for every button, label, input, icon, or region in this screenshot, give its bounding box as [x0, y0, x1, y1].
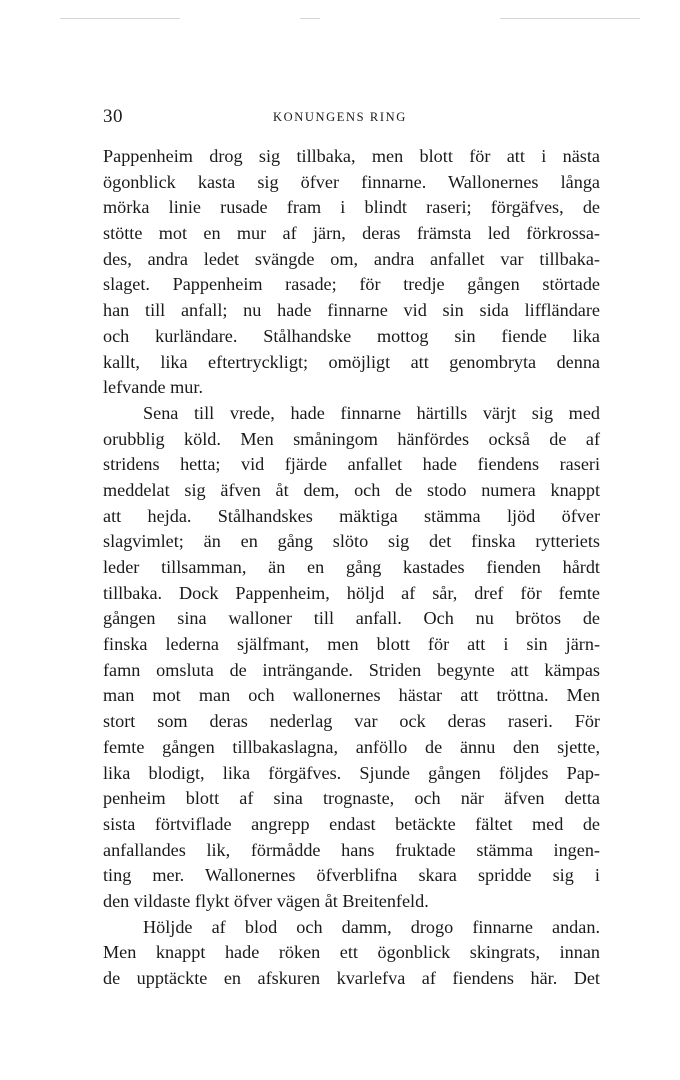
- text-line: sista förtviflade angrepp endast betäckte fältet med de: [103, 813, 600, 834]
- text-line: tillbaka. Dock Pappenheim, höljd af sår, dref för femte: [103, 582, 600, 603]
- text-line: Pappenheim drog sig tillbaka, men blott för att i nästa: [103, 146, 600, 166]
- text-line: stridens hetta; vid fjärde anfallet hade fiendens raseri: [103, 454, 600, 475]
- text-line: han till anfall; nu hade finnarne vid sin sida liffländare: [103, 300, 600, 321]
- text-line: femte gången tillbakaslagna, anföllo de ännu den sjette,: [103, 736, 600, 757]
- text-line: mörka linie rusade fram i blindt raseri; förgäfves, de: [103, 197, 600, 218]
- running-head: [103, 106, 600, 130]
- text-line: att hejda. Stålhandskes mäktiga stämma ljöd öfver: [103, 505, 600, 526]
- text-line: den vildaste flykt öfver vägen åt Breitenfeld.: [103, 890, 429, 911]
- body-text: [103, 144, 600, 992]
- paragraph: [103, 401, 600, 915]
- scan-artifact: [300, 18, 320, 19]
- text-line: ting mer. Wallonernes öfverblifna skara spridde sig i: [103, 865, 600, 886]
- text-line: stort som deras nederlag var ock deras raseri. För: [103, 711, 600, 732]
- text-line: Men knappt hade röken ett ögonblick skingrats, innan: [103, 942, 600, 963]
- text-line: gången sina walloner till anfall. Och nu brötos de: [103, 608, 600, 629]
- text-line: meddelat sig äfven åt dem, och de stodo numera knappt: [103, 479, 600, 500]
- paragraph: [103, 144, 600, 401]
- text-line: finska lederna själfmant, men blott för att i sin järn-: [103, 634, 600, 655]
- text-line: orubblig köld. Men småningom hänfördes också de af: [103, 428, 600, 449]
- text-line: slaget. Pappenheim rasade; för tredje gången störtade: [103, 274, 600, 295]
- scan-artifact: [500, 18, 640, 19]
- text-line: kallt, lika eftertryckligt; omöjligt att genombryta denna: [103, 351, 600, 372]
- text-line: Höljde af blod och damm, drogo finnarne andan.: [143, 916, 600, 937]
- text-line: lefvande mur.: [103, 377, 203, 398]
- text-line: Sena till vrede, hade finnarne härtills värjt sig med: [143, 402, 600, 423]
- text-line: lika blodigt, lika förgäfves. Sjunde gången följdes Pap-: [103, 762, 600, 783]
- paragraph: [103, 915, 600, 992]
- text-line: man mot man och wallonernes hästar att tröttna. Men: [103, 685, 600, 706]
- text-line: stötte mot en mur af järn, deras främsta led förkrossa-: [103, 223, 600, 244]
- text-line: ögonblick kasta sig öfver finnarne. Wallonernes långa: [103, 171, 600, 192]
- scan-artifact: [60, 18, 180, 19]
- text-line: och kurländare. Stålhandske mottog sin fiende lika: [103, 325, 600, 346]
- text-line: penheim blott af sina trognaste, och när äfven detta: [103, 788, 600, 809]
- text-line: des, andra ledet svängde om, andra anfallet var tillbaka-: [103, 248, 600, 269]
- text-line: anfallandes lik, förmådde hans fruktade stämma ingen-: [103, 839, 600, 860]
- text-line: leder tillsamman, än en gång kastades fienden hårdt: [103, 557, 600, 577]
- page-number: 30: [103, 106, 123, 127]
- running-title: KONUNGENS RING: [273, 110, 407, 124]
- text-line: de upptäckte en afskuren kvarlefva af fiendens här. Det: [103, 968, 600, 988]
- text-line: slagvimlet; än en gång slöto sig det finska rytteriets: [103, 531, 600, 552]
- text-line: famn omsluta de inträngande. Striden begynte att kämpas: [103, 659, 600, 680]
